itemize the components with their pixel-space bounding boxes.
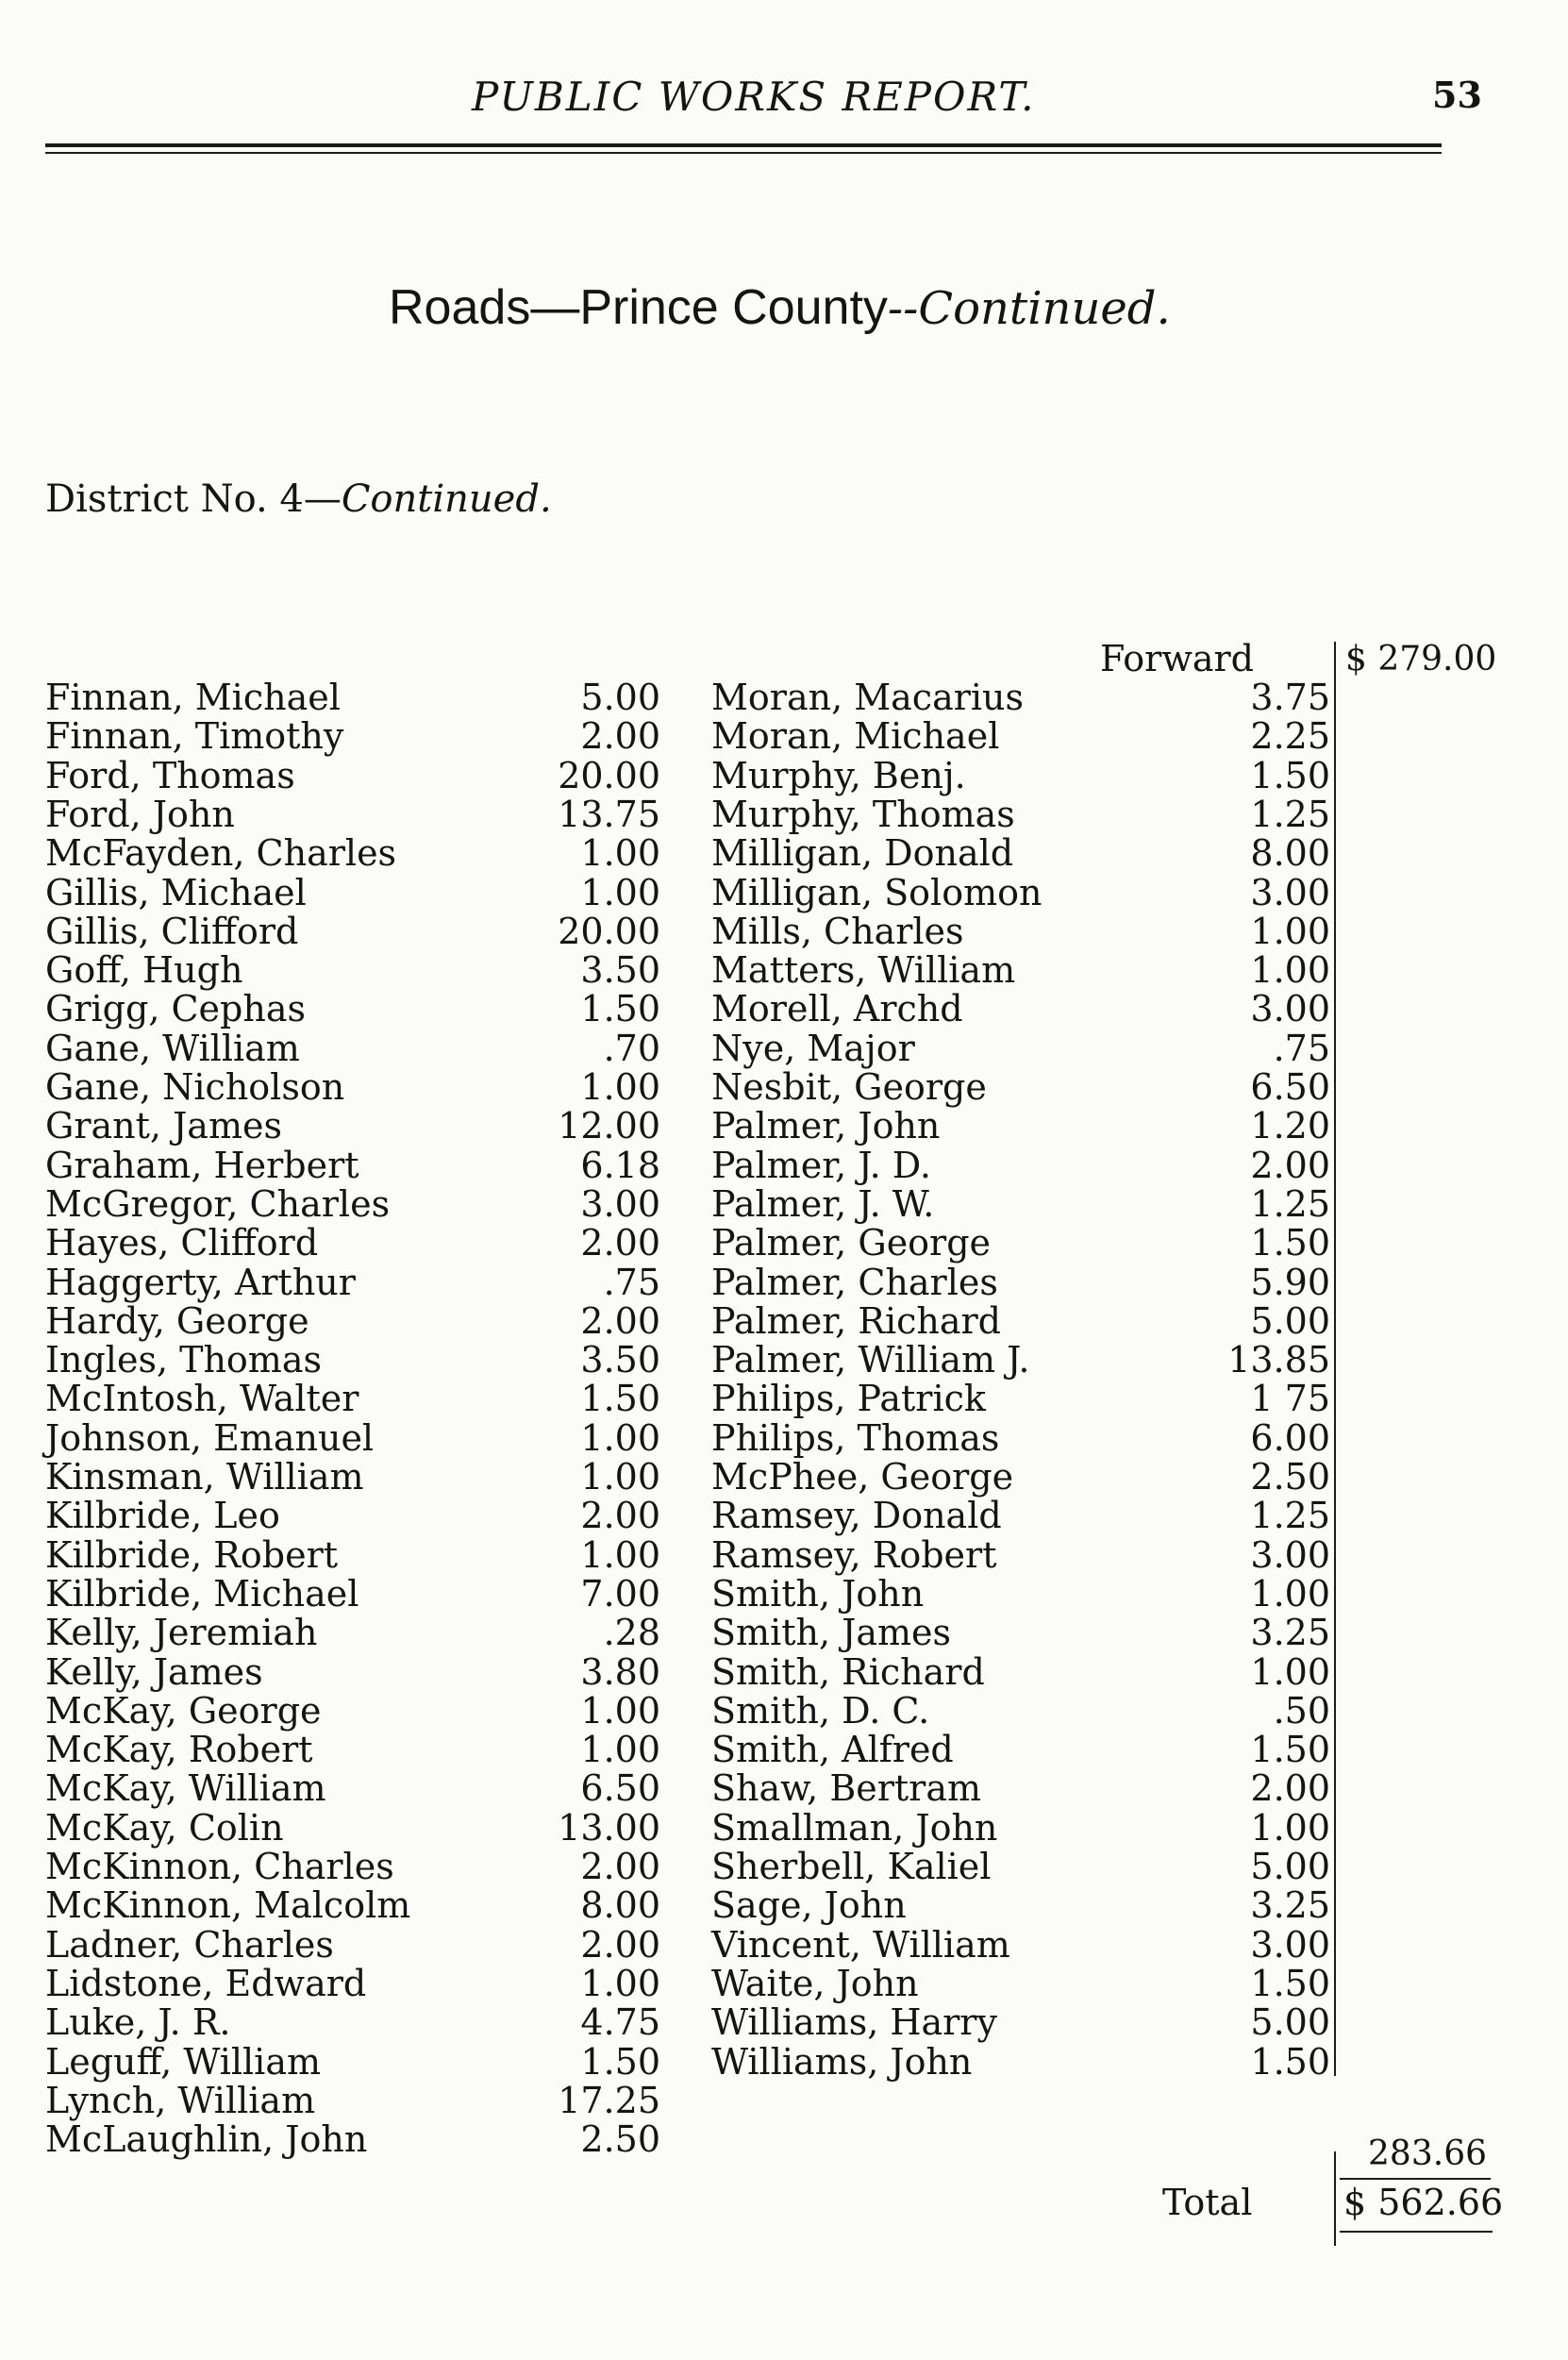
left-entry-amount: 2.50: [580, 2118, 660, 2160]
right-entry-name: Smith, D. C.: [711, 1690, 930, 1732]
total-amount: $ 562.66: [1343, 2182, 1504, 2223]
left-entry-name: Graham, Herbert: [45, 1145, 359, 1186]
right-entry-name: Nesbit, George: [711, 1066, 987, 1108]
right-entry-amount: 5.00: [1250, 1300, 1330, 1342]
right-entry-amount: 1.25: [1250, 1495, 1330, 1536]
right-entry-amount: 3.00: [1250, 1924, 1330, 1966]
left-entry-amount: 5.00: [580, 677, 660, 718]
right-entry-amount: 2.50: [1250, 1456, 1330, 1498]
left-entry-name: Haggerty, Arthur: [45, 1262, 356, 1303]
right-entry-name: Milligan, Donald: [711, 832, 1014, 874]
right-entry-amount: 3.25: [1250, 1884, 1330, 1926]
left-entry-name: McIntosh, Walter: [45, 1378, 359, 1419]
left-entry-name: McKay, Colin: [45, 1807, 284, 1849]
left-entry-amount: 4.75: [580, 2001, 660, 2043]
left-entry-amount: 6.18: [580, 1145, 660, 1186]
left-entry-amount: .70: [603, 1028, 660, 1069]
left-entry-amount: 3.80: [580, 1651, 660, 1693]
left-entry-amount: 3.00: [580, 1183, 660, 1225]
left-entry-name: Gane, Nicholson: [45, 1066, 345, 1108]
right-entry-name: Williams, John: [711, 2041, 973, 2083]
left-entry-amount: 17.25: [558, 2080, 660, 2121]
left-entry-amount: 1.00: [580, 1729, 660, 1770]
right-entry-name: Sage, John: [711, 1884, 907, 1926]
right-entry-amount: 1.50: [1250, 755, 1330, 796]
left-entry-amount: 1.00: [580, 1534, 660, 1576]
right-entry-amount: 1.00: [1250, 911, 1330, 952]
right-entry-name: Palmer, J. D.: [711, 1145, 931, 1186]
page-number: 53: [1432, 74, 1482, 116]
left-entry-name: Hardy, George: [45, 1300, 309, 1342]
right-entry-amount: 1.50: [1250, 1963, 1330, 2004]
left-entry-amount: 2.00: [580, 1495, 660, 1536]
section-title: [389, 279, 1171, 336]
district-heading: [45, 477, 552, 521]
right-entry-name: McPhee, George: [711, 1456, 1014, 1498]
left-entry-amount: 6.50: [580, 1767, 660, 1809]
left-entry-name: Kelly, Jeremiah: [45, 1612, 318, 1653]
forward-label: Forward: [1100, 638, 1255, 679]
right-entry-name: Smith, Alfred: [711, 1729, 954, 1770]
right-entry-name: Palmer, J. W.: [711, 1183, 935, 1225]
right-entry-name: Palmer, George: [711, 1222, 992, 1264]
left-entry-amount: .75: [603, 1262, 660, 1303]
right-entry-name: Palmer, Charles: [711, 1262, 998, 1303]
right-entry-name: Sherbell, Kaliel: [711, 1846, 992, 1887]
left-entry-amount: 2.00: [580, 1924, 660, 1966]
right-entry-name: Ramsey, Donald: [711, 1495, 1002, 1536]
right-entry-name: Palmer, John: [711, 1105, 941, 1147]
left-entry-name: Kilbride, Robert: [45, 1534, 339, 1576]
right-entry-amount: 8.00: [1250, 832, 1330, 874]
right-entry-amount: 1.50: [1250, 2041, 1330, 2083]
right-entry-amount: .75: [1273, 1028, 1330, 1069]
right-entry-amount: 1 75: [1250, 1378, 1330, 1419]
left-entry-amount: 20.00: [558, 911, 660, 952]
right-entry-name: Philips, Thomas: [711, 1417, 1000, 1459]
district-continued: Continued.: [341, 477, 552, 521]
right-entry-amount: 1.50: [1250, 1729, 1330, 1770]
right-entry-name: Williams, Harry: [711, 2001, 997, 2043]
subtotal-rule: [1340, 2178, 1491, 2180]
left-entry-amount: 2.00: [580, 1300, 660, 1342]
left-entry-name: Finnan, Michael: [45, 677, 341, 718]
left-entry-name: Finnan, Timothy: [45, 715, 344, 757]
left-entry-amount: 1.50: [580, 988, 660, 1029]
right-entry-amount: 1.25: [1250, 1183, 1330, 1225]
left-entry-amount: 8.00: [580, 1884, 660, 1926]
right-entry-name: Smith, Richard: [711, 1651, 985, 1693]
right-entry-amount: 2.00: [1250, 1145, 1330, 1186]
right-entry-amount: 2.25: [1250, 715, 1330, 757]
left-entry-amount: 7.00: [580, 1573, 660, 1615]
left-entry-name: Luke, J. R.: [45, 2001, 231, 2043]
right-entry-name: Palmer, Richard: [711, 1300, 1002, 1342]
right-entry-name: Milligan, Solomon: [711, 872, 1043, 913]
right-entry-name: Philips, Patrick: [711, 1378, 986, 1419]
left-entry-name: Hayes, Clifford: [45, 1222, 319, 1264]
left-entry-name: McKinnon, Charles: [45, 1846, 394, 1887]
right-entry-amount: 1.25: [1250, 794, 1330, 835]
left-entry-name: Kelly, James: [45, 1651, 263, 1693]
left-entry-name: Ford, John: [45, 794, 235, 835]
right-entry-amount: 2.00: [1250, 1767, 1330, 1809]
right-entry-amount: 1.00: [1250, 949, 1330, 991]
left-entry-name: Johnson, Emanuel: [45, 1417, 375, 1459]
left-entry-amount: 1.00: [580, 1456, 660, 1498]
right-entry-amount: 3.75: [1250, 677, 1330, 718]
left-entry-amount: 2.00: [580, 1222, 660, 1264]
right-entry-amount: .50: [1273, 1690, 1330, 1732]
right-entry-amount: 13.85: [1227, 1339, 1330, 1381]
left-entry-amount: 12.00: [558, 1105, 660, 1147]
right-entry-amount: 1.20: [1250, 1105, 1330, 1147]
right-entry-name: Palmer, William J.: [711, 1339, 1030, 1381]
subtotal-amount: 283.66: [1368, 2134, 1487, 2173]
amount-column-rule: [1334, 642, 1336, 2076]
left-entry-amount: 2.00: [580, 715, 660, 757]
left-entry-amount: 20.00: [558, 755, 660, 796]
left-entry-name: McKay, Robert: [45, 1729, 313, 1770]
district-label: District No. 4—: [45, 477, 342, 521]
left-entry-name: Ingles, Thomas: [45, 1339, 322, 1381]
right-entry-amount: 6.00: [1250, 1417, 1330, 1459]
left-entry-amount: 2.00: [580, 1846, 660, 1887]
left-entry-amount: 3.50: [580, 1339, 660, 1381]
left-entry-name: Kilbride, Leo: [45, 1495, 280, 1536]
right-entry-name: Murphy, Thomas: [711, 794, 1015, 835]
left-entry-name: Ladner, Charles: [45, 1924, 334, 1966]
right-entry-name: Ramsey, Robert: [711, 1534, 997, 1576]
right-entry-amount: 6.50: [1250, 1066, 1330, 1108]
left-entry-name: Lynch, William: [45, 2080, 316, 2121]
right-entry-amount: 3.00: [1250, 872, 1330, 913]
left-entry-amount: .28: [603, 1612, 660, 1653]
left-entry-amount: 1.00: [580, 1417, 660, 1459]
section-title-main: Roads—Prince County: [389, 280, 888, 335]
forward-amount: $ 279.00: [1345, 640, 1497, 678]
right-entry-name: Waite, John: [711, 1963, 919, 2004]
header-rule: [45, 143, 1442, 147]
left-entry-amount: 1.00: [580, 832, 660, 874]
right-entry-name: Matters, William: [711, 949, 1016, 991]
left-entry-name: Grigg, Cephas: [45, 988, 307, 1029]
left-entry-name: McKinnon, Malcolm: [45, 1884, 411, 1926]
left-entry-name: Gillis, Clifford: [45, 911, 299, 952]
left-entry-name: McKay, George: [45, 1690, 322, 1732]
right-entry-amount: 1.00: [1250, 1651, 1330, 1693]
right-entry-name: Smallman, John: [711, 1807, 998, 1849]
left-entry-name: Gillis, Michael: [45, 872, 307, 913]
right-entry-name: Smith, John: [711, 1573, 925, 1615]
total-rule: [1340, 2231, 1493, 2233]
left-entry-name: Lidstone, Edward: [45, 1963, 367, 2004]
right-entry-name: Murphy, Benj.: [711, 755, 966, 796]
right-entry-amount: 1.00: [1250, 1807, 1330, 1849]
right-entry-amount: 3.00: [1250, 1534, 1330, 1576]
left-entry-amount: 1.50: [580, 1378, 660, 1419]
right-entry-name: Shaw, Bertram: [711, 1767, 982, 1809]
right-entry-name: Smith, James: [711, 1612, 952, 1653]
left-entry-amount: 1.00: [580, 872, 660, 913]
right-entry-amount: 5.00: [1250, 2001, 1330, 2043]
right-entry-amount: 1.50: [1250, 1222, 1330, 1264]
left-entry-amount: 13.00: [558, 1807, 660, 1849]
left-entry-name: McGregor, Charles: [45, 1183, 391, 1225]
right-entry-amount: 5.00: [1250, 1846, 1330, 1887]
right-entry-amount: 1.00: [1250, 1573, 1330, 1615]
left-entry-name: Leguff, William: [45, 2041, 322, 2083]
right-entry-amount: 3.25: [1250, 1612, 1330, 1653]
right-entry-name: Moran, Michael: [711, 715, 1000, 757]
right-entry-amount: 5.90: [1250, 1262, 1330, 1303]
left-entry-amount: 1.00: [580, 1690, 660, 1732]
left-entry-name: Gane, William: [45, 1028, 300, 1069]
right-entry-name: Vincent, William: [711, 1924, 1010, 1966]
left-entry-name: McLaughlin, John: [45, 2118, 368, 2160]
right-entry-name: Moran, Macarius: [711, 677, 1025, 718]
right-entry-name: Morell, Archd: [711, 988, 963, 1029]
left-entry-name: McFayden, Charles: [45, 832, 397, 874]
running-head: PUBLIC WORKS REPORT.: [472, 74, 1036, 120]
right-entry-name: Mills, Charles: [711, 911, 964, 952]
left-entry-name: Kilbride, Michael: [45, 1573, 359, 1615]
left-entry-amount: 1.00: [580, 1066, 660, 1108]
section-title-continued: --Continued.: [887, 282, 1171, 335]
total-label: Total: [1162, 2182, 1253, 2223]
left-entry-amount: 3.50: [580, 949, 660, 991]
left-entry-amount: 1.00: [580, 1963, 660, 2004]
header-rule-thin: [45, 152, 1442, 154]
right-entry-amount: 3.00: [1250, 988, 1330, 1029]
left-entry-amount: 13.75: [558, 794, 660, 835]
left-entry-name: Ford, Thomas: [45, 755, 295, 796]
right-entry-name: Nye, Major: [711, 1028, 915, 1069]
left-entry-name: Kinsman, William: [45, 1456, 364, 1498]
left-entry-name: McKay, William: [45, 1767, 326, 1809]
left-entry-amount: 1.50: [580, 2041, 660, 2083]
left-entry-name: Grant, James: [45, 1105, 282, 1147]
left-entry-name: Goff, Hugh: [45, 949, 243, 991]
